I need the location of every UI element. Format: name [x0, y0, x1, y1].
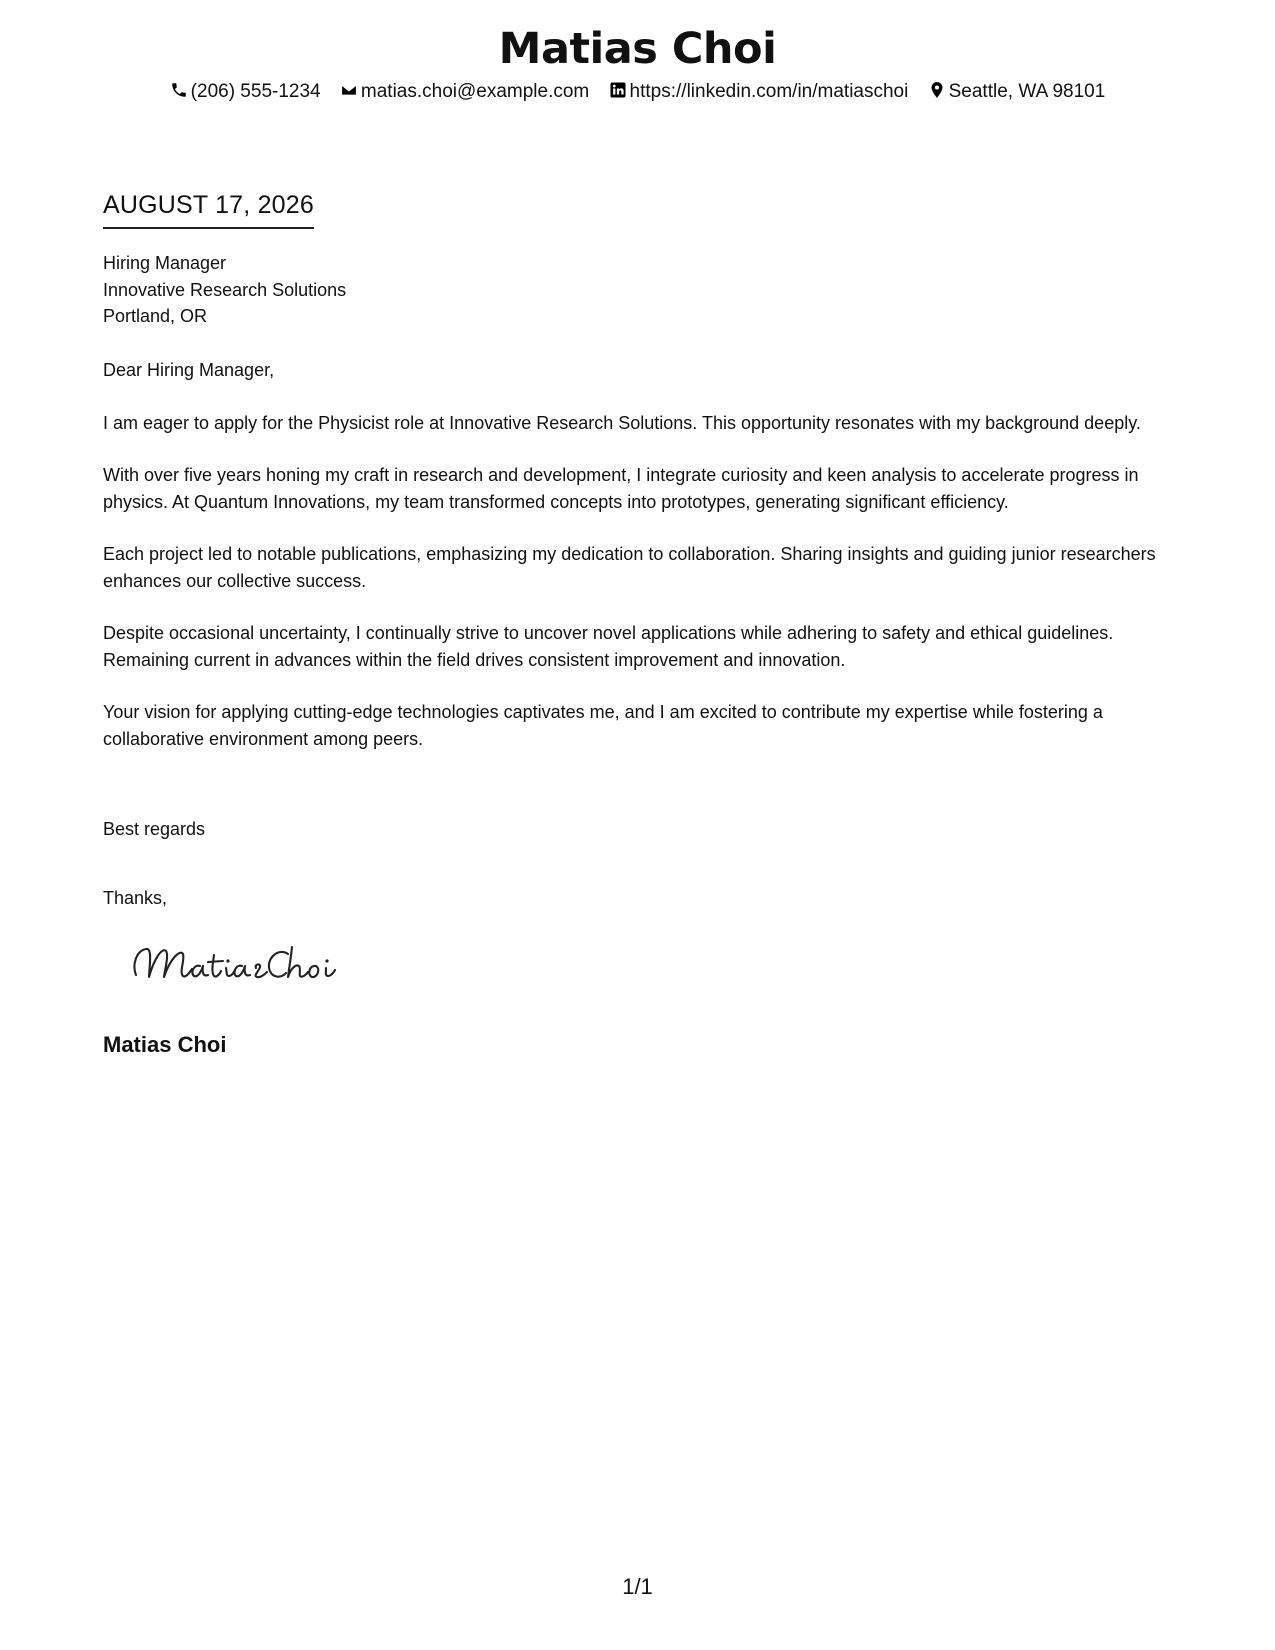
phone-icon	[170, 81, 191, 102]
applicant-name-heading: Matias Choi	[498, 24, 777, 74]
contact-phone	[170, 79, 321, 105]
recipient-block	[103, 250, 346, 330]
page-number: 1/1	[622, 1574, 653, 1599]
phone-number-text: (206) 555-1234	[190, 81, 321, 102]
contact-linkedin	[609, 79, 909, 105]
contact-info-row	[0, 79, 1275, 105]
body-paragraph: Despite occasional uncertainty, I continually strive to uncover novel applications while adhering to safety and ethical guidelines. Remaining current in advances within the field drives consistent improvement and innovation.	[103, 623, 1114, 670]
body-paragraph: Your vision for applying cutting-edge technologies captivates me, and I am excited to contribute my expertise while fostering a collaborative environment among peers.	[103, 702, 1103, 749]
linkedin-url-text: https://linkedin.com/in/matiaschoi	[629, 81, 909, 102]
contact-email	[340, 79, 589, 105]
map-marker-icon	[928, 81, 949, 102]
body-paragraph: Each project led to notable publications, emphasizing my dedication to collaboration. Sharing insights and guiding junior researchers enhances our collective success.	[103, 544, 1156, 591]
recipient-company: Innovative Research Solutions	[103, 279, 347, 300]
closing-text: Best regards	[103, 819, 206, 839]
signer-name: Matias Choi	[103, 1032, 227, 1057]
recipient-title: Hiring Manager	[103, 253, 227, 273]
contact-location	[928, 79, 1106, 105]
thanks-text: Thanks,	[103, 888, 168, 908]
letter-body	[103, 357, 1178, 778]
handwritten-signature	[128, 935, 348, 995]
location-text: Seattle, WA 98101	[948, 81, 1106, 102]
envelope-icon	[340, 81, 361, 102]
body-paragraph: I am eager to apply for the Physicist role at Innovative Research Solutions. This opportunity resonates with my background deeply.	[103, 412, 1141, 433]
body-paragraph: With over five years honing my craft in research and development, I integrate curiosity and keen analysis to accelerate progress in physics. At Quantum Innovations, my team transformed concepts into prototypes, generating significant efficiency.	[103, 465, 1139, 512]
email-text: matias.choi@example.com	[360, 81, 590, 102]
salutation: Dear Hiring Manager,	[103, 360, 275, 380]
recipient-location: Portland, OR	[103, 306, 208, 326]
letter-date: AUGUST 17, 2026	[103, 189, 314, 229]
linkedin-icon	[609, 81, 630, 102]
